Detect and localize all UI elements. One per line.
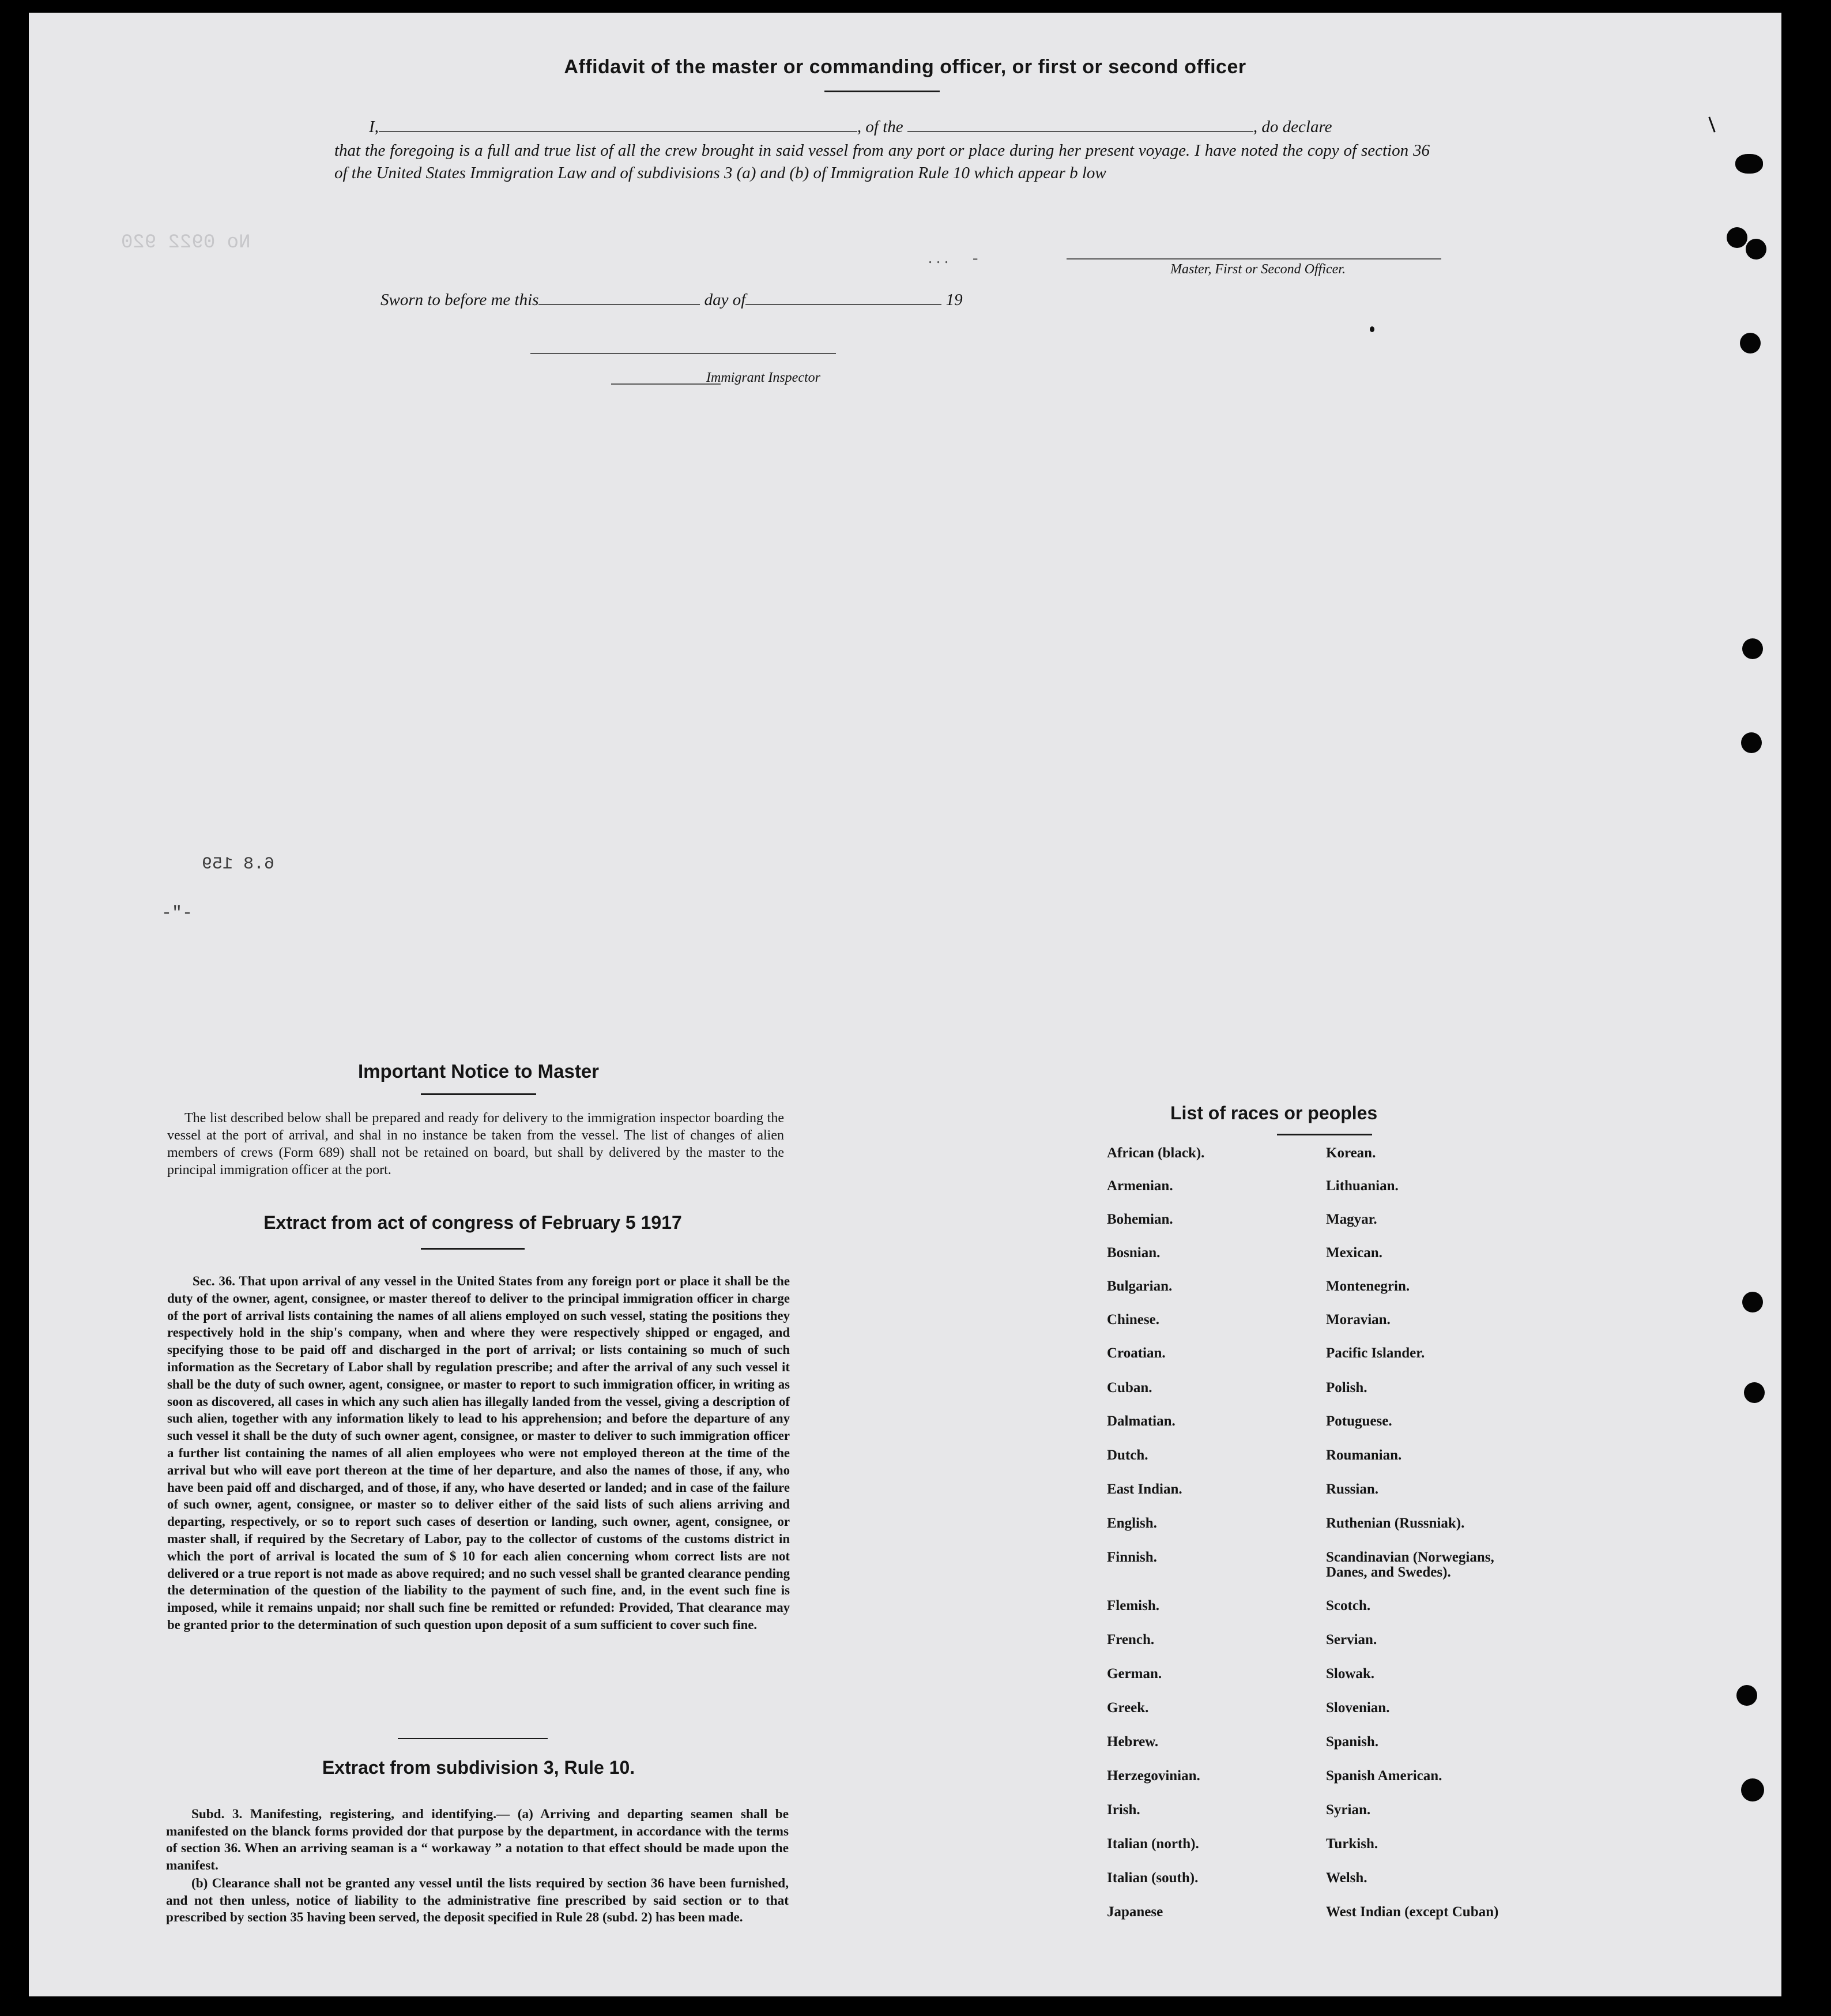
race-left-item: English. bbox=[1107, 1515, 1157, 1531]
punch-hole bbox=[1741, 1778, 1764, 1801]
race-right-item: Spanish American. bbox=[1326, 1768, 1442, 1784]
notice-heading: Important Notice to Master bbox=[357, 1060, 600, 1082]
extract-rule-text-a: Subd. 3. Manifesting, registering, and identifying.— (a) Arriving and departing seamen shall be manifested on the blanck forms provided dor that purpose by the department, in accordance with the terms of section 36. When an arriving seaman is a “ workaway ” a notation to that effect should be made upon the manifest. bbox=[166, 1807, 789, 1873]
extract-rule-text-b: (b) Clearance shall not be granted any vessel until the lists required by section 36 have been furnished, and not then unless, notice of liability to the administrative fine prescribed by said section or to that prescribed by section 35 having been served, the deposit specified in Rule 28 (subd. 2) has been made. bbox=[166, 1876, 789, 1925]
race-left-item: French. bbox=[1107, 1632, 1155, 1648]
edge-tick-mark bbox=[1708, 116, 1715, 132]
inspector-signature-line[interactable] bbox=[530, 353, 836, 354]
race-right-item: Mexican. bbox=[1326, 1245, 1382, 1261]
race-right-item: West Indian (except Cuban) bbox=[1326, 1904, 1499, 1920]
race-left-item: Chinese. bbox=[1107, 1312, 1159, 1327]
race-right-item: Slowak. bbox=[1326, 1666, 1375, 1682]
races-heading-rule bbox=[1277, 1134, 1372, 1135]
race-right-item: Pacific Islander. bbox=[1326, 1345, 1425, 1361]
affidavit-text: that the foregoing is a full and true list of all the crew brought in said vessel from any port or place during her present voyage. I have noted the copy of section 36 of the United States Immigration Law and of subdivisions 3 (a) and (b) of Immigration Rule 10 which appear b low bbox=[334, 141, 1430, 182]
race-left-item: Bohemian. bbox=[1107, 1212, 1173, 1227]
affidavit-heading-rule bbox=[824, 91, 940, 92]
race-left-item: Croatian. bbox=[1107, 1345, 1166, 1361]
bleed-through-mark-b: -"- bbox=[161, 904, 193, 923]
race-left-item: Dutch. bbox=[1107, 1447, 1148, 1463]
race-left-item: Dalmatian. bbox=[1107, 1413, 1176, 1429]
race-left-item: Armenian. bbox=[1107, 1178, 1173, 1194]
race-right-item: Servian. bbox=[1326, 1632, 1377, 1648]
race-right-item: Polish. bbox=[1326, 1380, 1367, 1396]
punch-hole bbox=[1736, 1685, 1757, 1706]
race-right-item: Roumanian. bbox=[1326, 1447, 1402, 1463]
affidavit-declare: , do declare bbox=[1253, 118, 1332, 136]
race-left-item: Irish. bbox=[1107, 1802, 1140, 1818]
punch-hole bbox=[1746, 239, 1766, 259]
race-right-item: Moravian. bbox=[1326, 1312, 1391, 1327]
bleed-through-number: No 0922 920 bbox=[121, 232, 251, 254]
affidavit-of-the: , of the bbox=[857, 118, 903, 136]
races-heading: List of races or peoples bbox=[1170, 1103, 1378, 1123]
race-right-item: Scandinavian (Norwegians, Danes, and Swedes). bbox=[1326, 1549, 1494, 1581]
punch-hole bbox=[1735, 154, 1763, 174]
inspector-label: Immigrant Inspector bbox=[706, 370, 820, 385]
race-left-item: Bulgarian. bbox=[1107, 1278, 1173, 1294]
race-left-item: African (black). bbox=[1107, 1145, 1205, 1161]
notice-text: The list described below shall be prepared and ready for delivery to the immigration inspector boarding the vessel at the port of arrival, and shal in no instance be taken from the vessel. The list of changes of alien members of crews (Form 689) shall not be retained on board, but shall by delivered by the master to the principal immigration officer at the port. bbox=[167, 1111, 784, 1178]
race-right-item: Potuguese. bbox=[1326, 1413, 1392, 1429]
bleed-through-mark-a: 6.8 159 bbox=[202, 855, 275, 874]
extract-act-text: Sec. 36. That upon arrival of any vessel in the United States from any foreign port or place it shall be the duty of the owner, agent, consignee, or master thereof to deliver to the principal immigration officer in charge of the port of arrival lists containing the names of all aliens employed on such vessel, stating the positions they respectively hold in the ship's company, when and where they were respectively shipped or engaged, and specifying those to be paid off and discharged in the port of arrival; or lists containing so much of such information as the Secretary of Labor shall by regulation prescribe; and after the arrival of any such vessel it shall be the duty of such owner, agent, consignee, or master to report to such immigration officer, in writing as soon as discovered, all cases in which any such alien has illegally landed from the vessel, giving a description of such alien, together with any information likely to lead to his apprehension; and before the departure of any such vessel it shall be the duty of such owner agent, consignee, or master to deliver to such immigration officer a further list containing the names of all alien employees who were not employed thereon at the time of the arrival but who will eave port thereon at the time of her departure, and also the names of those, if any, who have been paid off and discharged, and of those, if any, who have deserted or landed; and in case of the failure of such owner, agent, consignee, or master so to deliver either of the said lists of such aliens arriving and departing, respectively, or so to report such cases of desertion or landing, such owner, agent, consignee, or master shall, if required by the Secretary of Labor, pay to the collector of customs of the customs district in which the port of arrival is located the sum of $ 10 for each alien concerning whom correct lists are not delivered or a true report is not made as above required; and no such vessel shall be granted clearance pending the determination of the question of the liability to the payment of such fine, and, in the event such fine is imposed, while it remains unpaid; nor shall such fine be remitted or refunded: Provided, That clearance may be granted prior to the determination of such question upon deposit of a sum sufficient to cover such fine. bbox=[167, 1274, 790, 1632]
race-left-item: Herzegovinian. bbox=[1107, 1768, 1200, 1784]
race-left-item: Flemish. bbox=[1107, 1598, 1159, 1613]
race-right-item: Ruthenian (Russniak). bbox=[1326, 1515, 1465, 1531]
race-right-item: Spanish. bbox=[1326, 1734, 1379, 1750]
officer-label: Master, First or Second Officer. bbox=[1170, 262, 1346, 277]
manifest-page bbox=[29, 13, 1781, 1996]
sworn-prefix: Sworn to before me this bbox=[380, 291, 539, 309]
signature-dots: . . . - bbox=[928, 249, 978, 267]
race-right-item: Slovenian. bbox=[1326, 1700, 1390, 1716]
extract-rule-top-rule bbox=[398, 1738, 548, 1739]
extract-rule-heading: Extract from subdivision 3, Rule 10. bbox=[322, 1757, 635, 1778]
race-left-item: Cuban. bbox=[1107, 1380, 1152, 1396]
ink-dot bbox=[1370, 326, 1374, 332]
punch-hole bbox=[1740, 333, 1761, 353]
race-left-item: Hebrew. bbox=[1107, 1734, 1159, 1750]
race-left-item: Italian (north). bbox=[1107, 1836, 1199, 1852]
punch-hole bbox=[1727, 227, 1747, 248]
race-left-item: Japanese bbox=[1107, 1904, 1163, 1920]
sworn-day-blank[interactable] bbox=[538, 304, 700, 305]
race-right-item: Syrian. bbox=[1326, 1802, 1371, 1818]
sworn-month-blank[interactable] bbox=[745, 304, 941, 305]
sworn-day-of: day of bbox=[704, 291, 746, 309]
punch-hole bbox=[1742, 638, 1763, 659]
affidavit-heading: Affidavit of the master or commanding officer, or first or second officer bbox=[564, 56, 1246, 78]
race-left-item: Bosnian. bbox=[1107, 1245, 1161, 1261]
name-blank[interactable] bbox=[379, 131, 857, 132]
race-right-item: Turkish. bbox=[1326, 1836, 1378, 1852]
punch-hole bbox=[1744, 1382, 1765, 1403]
affidavit-declaration-line bbox=[369, 118, 1464, 137]
race-right-item: Scotch. bbox=[1326, 1598, 1371, 1613]
notice-heading-rule bbox=[421, 1093, 536, 1095]
race-right-item: Welsh. bbox=[1326, 1870, 1367, 1886]
affidavit-i: I, bbox=[369, 118, 379, 136]
extract-act-heading: Extract from act of congress of February 5 1917 bbox=[263, 1212, 682, 1233]
race-right-item: Lithuanian. bbox=[1326, 1178, 1399, 1194]
sworn-line bbox=[380, 291, 963, 310]
race-left-item: Finnish. bbox=[1107, 1549, 1157, 1565]
punch-hole bbox=[1742, 1292, 1763, 1312]
sworn-year: 19 bbox=[945, 291, 963, 309]
extract-act-rule bbox=[421, 1248, 525, 1250]
race-right-item: Montenegrin. bbox=[1326, 1278, 1410, 1294]
race-left-item: Greek. bbox=[1107, 1700, 1149, 1716]
race-left-item: German. bbox=[1107, 1666, 1162, 1682]
inspector-short-line bbox=[611, 383, 721, 385]
race-left-item: East Indian. bbox=[1107, 1481, 1182, 1497]
race-right-item: Russian. bbox=[1326, 1481, 1379, 1497]
race-left-item: Italian (south). bbox=[1107, 1870, 1199, 1886]
officer-signature-line[interactable] bbox=[1067, 258, 1441, 259]
race-right-item: Magyar. bbox=[1326, 1212, 1377, 1227]
vessel-blank[interactable] bbox=[907, 131, 1253, 132]
punch-hole bbox=[1741, 732, 1762, 753]
race-right-item: Korean. bbox=[1326, 1145, 1376, 1161]
